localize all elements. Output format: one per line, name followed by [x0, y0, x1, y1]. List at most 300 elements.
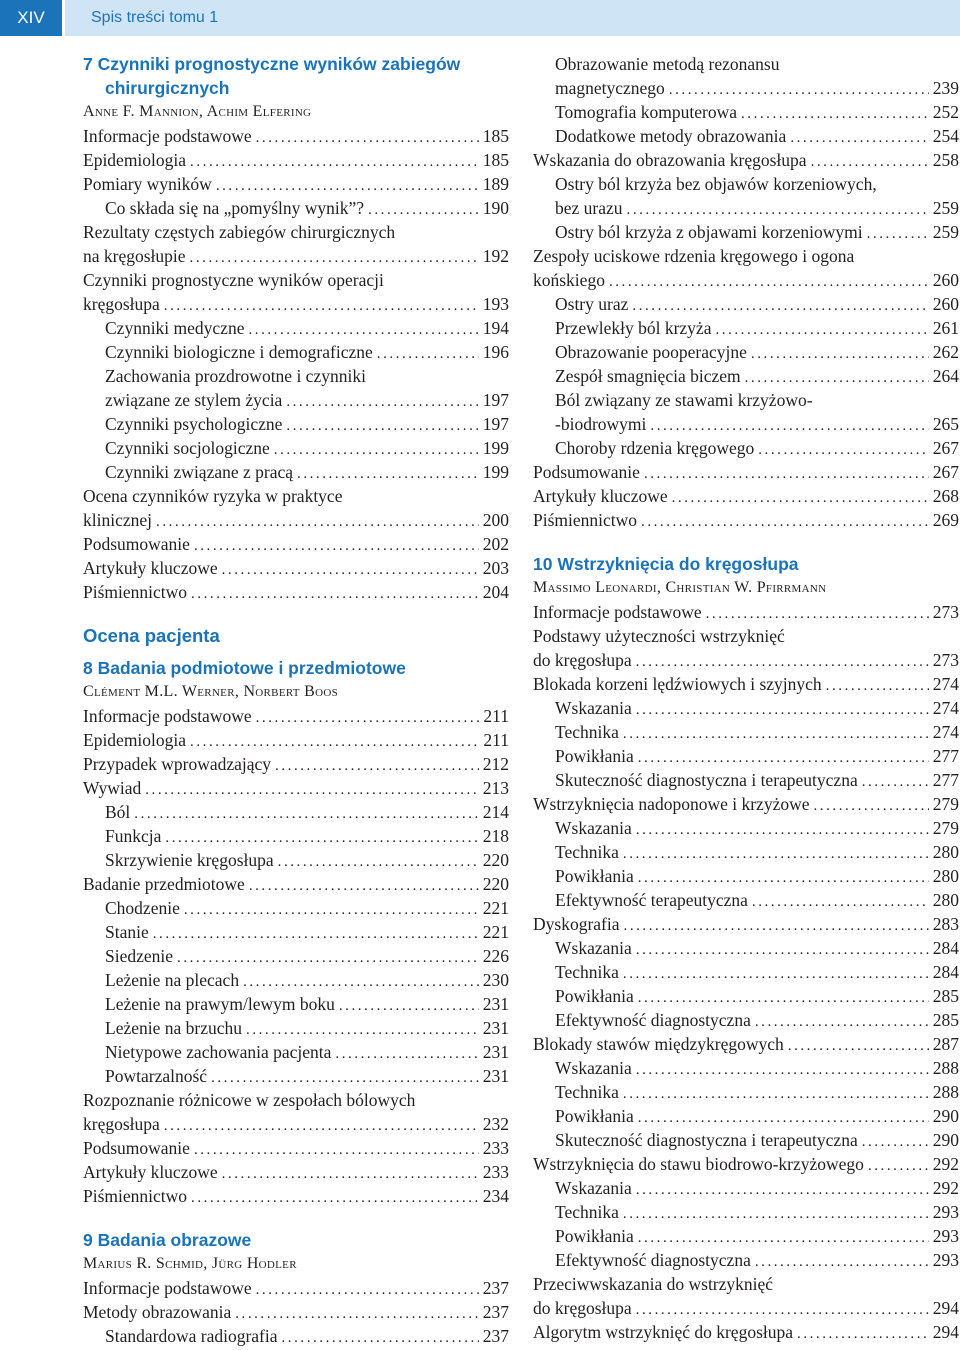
toc-entry-title: Wskazania [555, 698, 632, 718]
toc-entry-title: Efektywność terapeutyczna [555, 890, 748, 910]
toc-entry-page: 199 [482, 462, 509, 482]
toc-entry-title: Badanie przedmiotowe [83, 874, 245, 894]
toc-entry-title: Algorytm wstrzyknięć do kręgosłupa [533, 1322, 794, 1342]
toc-entry-title: Efektywność diagnostyczna [555, 1250, 751, 1270]
toc-entry-title: Zachowania prozdrowotne i czynniki [105, 366, 366, 386]
toc-entry-page: 260 [932, 270, 959, 290]
toc-entry-title: Informacje podstawowe [83, 706, 252, 726]
toc-entry [533, 244, 959, 268]
toc-entry [533, 720, 959, 744]
toc-entry-title: Artykuły kluczowe [533, 486, 668, 506]
toc-entry [533, 960, 959, 984]
toc-entry [83, 704, 509, 728]
toc-entry-page: 283 [932, 914, 959, 934]
toc-entry [533, 912, 959, 936]
toc-entry-page: 232 [482, 1114, 509, 1134]
dot-leader [191, 1186, 479, 1210]
toc-entry-title: Powikłania [555, 1106, 634, 1126]
toc-column-left [83, 52, 509, 1348]
toc-entry-page: 259 [932, 198, 959, 218]
chapter-8-authors: Clément M.L. Werner, Norbert Boos [83, 683, 339, 700]
toc-entry-page: 237 [482, 1278, 509, 1298]
toc-entry-title: Efektywność diagnostyczna [555, 1010, 751, 1030]
toc-entry-page: 193 [482, 294, 509, 314]
toc-entry [83, 580, 509, 604]
toc-entry-title: Informacje podstawowe [83, 1278, 252, 1298]
toc-entry-title: Powtarzalność [105, 1066, 208, 1086]
chapter-10-authors: Massimo Leonardi, Christian W. Pfirrmann [533, 579, 827, 596]
toc-entry-page: 197 [482, 390, 509, 410]
toc-entry [83, 220, 509, 244]
toc-entry-page: 231 [482, 994, 509, 1014]
dot-leader [191, 582, 479, 606]
toc-entry-page: 277 [932, 746, 959, 766]
toc-entry-title: Wskazania do obrazowania kręgosłupa [533, 150, 807, 170]
running-header [65, 0, 960, 36]
dot-leader [641, 510, 929, 534]
dot-leader [145, 778, 479, 802]
dot-leader [286, 414, 478, 438]
toc-entry [533, 1152, 959, 1176]
toc-entry [533, 792, 959, 816]
dot-leader [638, 1106, 929, 1130]
toc-entry-page: 231 [482, 1066, 509, 1086]
toc-entry-page: 293 [932, 1250, 959, 1270]
toc-entry-page: 262 [932, 342, 959, 362]
toc-entry [533, 744, 959, 768]
toc-entry [83, 460, 509, 484]
dot-leader [638, 1226, 929, 1250]
dot-leader [623, 722, 929, 746]
dot-leader [826, 674, 929, 698]
toc-entry [83, 944, 509, 968]
dot-leader [862, 1130, 929, 1154]
dot-leader [644, 462, 929, 486]
toc-entry-title: Technika [555, 962, 619, 982]
toc-entry [83, 340, 509, 364]
toc-entry-title: Informacje podstawowe [83, 126, 252, 146]
chapter-9-entries [83, 1276, 509, 1348]
chapter-9-entries-continued [533, 52, 959, 532]
toc-entry-title: Podsumowanie [533, 462, 640, 482]
toc-entry-page: 260 [932, 294, 959, 314]
toc-entry-page: 274 [932, 722, 959, 742]
dot-leader [368, 198, 479, 222]
toc-entry-title: Skrzywienie kręgosłupa [105, 850, 274, 870]
toc-entry-title: związane ze stylem życia [105, 390, 283, 410]
toc-entry [533, 1104, 959, 1128]
toc-entry [533, 1176, 959, 1200]
dot-leader [623, 842, 929, 866]
dot-leader [248, 318, 478, 342]
toc-entry [83, 1064, 509, 1088]
toc-entry-page: 202 [482, 534, 509, 554]
toc-entry-title: Technika [555, 722, 619, 742]
dot-leader [811, 150, 929, 174]
toc-entry-title: Siedzenie [105, 946, 174, 966]
toc-entry-title: Wskazania [555, 938, 632, 958]
dot-leader [211, 1066, 479, 1090]
dot-leader [755, 1250, 929, 1274]
dot-leader [751, 342, 929, 366]
chapter-10-title: 10 Wstrzyknięcia do kręgosłupa [533, 554, 799, 574]
toc-entry [83, 412, 509, 436]
toc-entry [83, 316, 509, 340]
chapter-7-entries [83, 124, 509, 604]
running-header-title: Spis treści tomu 1 [91, 9, 219, 26]
toc-entry-title: Czynniki związane z pracą [105, 462, 294, 482]
toc-entry [83, 848, 509, 872]
dot-leader [275, 754, 479, 778]
dot-leader [377, 342, 479, 366]
toc-entry-title: Technika [555, 1202, 619, 1222]
toc-entry-title: Ból [105, 802, 131, 822]
toc-entry [83, 1136, 509, 1160]
toc-entry-page: 185 [482, 126, 509, 146]
toc-entry-page: 261 [932, 318, 959, 338]
toc-entry-title: Chodzenie [105, 898, 180, 918]
toc-entry [83, 992, 509, 1016]
toc-entry-page: 218 [482, 826, 509, 846]
toc-entry-page: 231 [482, 1042, 509, 1062]
dot-leader [153, 922, 479, 946]
toc-entry-title: Informacje podstawowe [533, 602, 702, 622]
toc-entry-title: Wstrzyknięcia nadoponowe i krzyżowe [533, 794, 810, 814]
toc-entry-title: Wskazania [555, 818, 632, 838]
toc-entry [533, 76, 959, 100]
toc-entry-page: 293 [932, 1202, 959, 1222]
dot-leader [282, 1326, 479, 1350]
toc-entry-title: Zespoły uciskowe rdzenia kręgowego i ogona [533, 246, 855, 266]
toc-entry [83, 364, 509, 388]
dot-leader [339, 994, 479, 1018]
toc-entry-title: na kręgosłupie [83, 246, 186, 266]
toc-entry-page: 204 [482, 582, 509, 602]
toc-entry-page: 254 [932, 126, 959, 146]
toc-entry [83, 1112, 509, 1136]
toc-entry-title: Epidemiologia [83, 730, 187, 750]
toc-entry-title: Wywiad [83, 778, 142, 798]
dot-leader [755, 1010, 929, 1034]
dot-leader [609, 270, 929, 294]
toc-entry-title: Ostry ból krzyża z objawami korzeniowymi [555, 222, 863, 242]
dot-leader [638, 986, 929, 1010]
toc-entry-page: 268 [932, 486, 959, 506]
dot-leader [249, 874, 479, 898]
chapter-7-title: 7 Czynniki prognostyczne wyników zabiegów chirurgicznych [83, 54, 461, 98]
toc-entry-title: do kręgosłupa [533, 1298, 632, 1318]
toc-entry [533, 100, 959, 124]
dot-leader [672, 486, 929, 510]
toc-entry-page: 212 [482, 754, 509, 774]
toc-entry [533, 864, 959, 888]
toc-entry [83, 1300, 509, 1324]
dot-leader [243, 970, 479, 994]
toc-entry-page: 290 [932, 1106, 959, 1126]
toc-entry-page: 259 [932, 222, 959, 242]
dot-leader [638, 866, 929, 890]
toc-entry-title: Epidemiologia [83, 150, 187, 170]
dot-leader [867, 222, 929, 246]
toc-entry [533, 292, 959, 316]
toc-entry-page: 288 [932, 1082, 959, 1102]
toc-entry-page: 274 [932, 698, 959, 718]
toc-entry-page: 284 [932, 938, 959, 958]
toc-entry-page: 287 [932, 1034, 959, 1054]
dot-leader [706, 602, 929, 626]
toc-entry [83, 484, 509, 508]
toc-entry-title: Czynniki prognostyczne wyników operacji [83, 270, 384, 290]
dot-leader [256, 126, 479, 150]
toc-entry-page: 290 [932, 1130, 959, 1150]
toc-entry [533, 672, 959, 696]
dot-leader [164, 1114, 479, 1138]
toc-entry-title: Ocena czynników ryzyka w praktyce [83, 486, 343, 506]
toc-entry-page: 273 [932, 650, 959, 670]
dot-leader [790, 126, 928, 150]
toc-entry-page: 203 [482, 558, 509, 578]
dot-leader [623, 1202, 929, 1226]
dot-leader [788, 1034, 929, 1058]
toc-entry [83, 388, 509, 412]
toc-entry-page: 267 [932, 438, 959, 458]
toc-entry-title: Zespół smagnięcia biczem [555, 366, 741, 386]
toc-entry-title: Wskazania [555, 1058, 632, 1078]
toc-entry [83, 1324, 509, 1348]
toc-entry [83, 800, 509, 824]
toc-entry-title: Choroby rdzenia kręgowego [555, 438, 755, 458]
toc-entry-title: końskiego [533, 270, 605, 290]
toc-entry [83, 776, 509, 800]
toc-entry [533, 1056, 959, 1080]
dot-leader [632, 294, 928, 318]
toc-entry-page: 211 [483, 706, 509, 726]
dot-leader [638, 746, 929, 770]
toc-entry-title: Skuteczność diagnostyczna i terapeutyczna [555, 770, 858, 790]
toc-entry [83, 968, 509, 992]
toc-entry-title: Rozpoznanie różnicowe w zespołach bólowych [83, 1090, 416, 1110]
dot-leader [636, 1178, 929, 1202]
toc-entry-page: 269 [932, 510, 959, 530]
dot-leader [156, 510, 479, 534]
toc-entry-title: Powikłania [555, 1226, 634, 1246]
toc-entry-page: 279 [932, 818, 959, 838]
toc-entry [533, 1224, 959, 1248]
toc-entry-page: 194 [482, 318, 509, 338]
dot-leader [246, 1018, 479, 1042]
toc-entry-page: 273 [932, 602, 959, 622]
toc-entry-page: 258 [932, 150, 959, 170]
toc-entry [533, 1296, 959, 1320]
toc-entry-page: 185 [482, 150, 509, 170]
toc-entry-page: 280 [932, 866, 959, 886]
toc-entry-title: klinicznej [83, 510, 153, 530]
dot-leader [636, 650, 929, 674]
toc-entry-title: Ostry uraz [555, 294, 629, 314]
toc-entry-page: 226 [482, 946, 509, 966]
dot-leader [741, 102, 929, 126]
toc-entry-page: 239 [932, 78, 959, 98]
toc-entry-title: Wstrzyknięcia do stawu biodrowo-krzyżowego [533, 1154, 864, 1174]
toc-entry-title: Standardowa radiografia [105, 1326, 278, 1346]
toc-entry-page: 221 [482, 898, 509, 918]
toc-entry [533, 460, 959, 484]
dot-leader [297, 462, 479, 486]
toc-entry-page: 280 [932, 842, 959, 862]
dot-leader [814, 794, 929, 818]
toc-entry [83, 556, 509, 580]
dot-leader [650, 414, 928, 438]
dot-leader [752, 890, 929, 914]
dot-leader [715, 318, 928, 342]
toc-entry-title: Artykuły kluczowe [83, 1162, 218, 1182]
toc-entry [83, 920, 509, 944]
dot-leader [636, 938, 929, 962]
toc-entry-page: 294 [932, 1322, 959, 1342]
toc-entry-page: 199 [482, 438, 509, 458]
dot-leader [222, 558, 479, 582]
dot-leader [636, 698, 929, 722]
dot-leader [669, 78, 929, 102]
dot-leader [797, 1322, 929, 1346]
toc-entry-title: Nietypowe zachowania pacjenta [105, 1042, 332, 1062]
toc-entry [533, 316, 959, 340]
toc-entry-title: Leżenie na prawym/lewym boku [105, 994, 335, 1014]
toc-entry-page: 233 [482, 1138, 509, 1158]
dot-leader [286, 390, 478, 414]
toc-entry [533, 600, 959, 624]
toc-entry [533, 388, 959, 412]
toc-entry-title: Przewlekły ból krzyża [555, 318, 712, 338]
toc-entry [83, 1016, 509, 1040]
toc-entry [533, 1032, 959, 1056]
toc-entry-title: Czynniki socjologiczne [105, 438, 270, 458]
toc-entry [533, 148, 959, 172]
toc-entry-title: Stanie [105, 922, 149, 942]
toc-entry-page: 214 [482, 802, 509, 822]
toc-entry-page: 252 [932, 102, 959, 122]
toc-entry-page: 294 [932, 1298, 959, 1318]
toc-entry-title: bez urazu [555, 198, 623, 218]
toc-entry [533, 984, 959, 1008]
dot-leader [335, 1042, 478, 1066]
dot-leader [164, 294, 479, 318]
toc-entry [533, 624, 959, 648]
toc-entry-title: Blokada korzeni lędźwiowych i szyjnych [533, 674, 822, 694]
toc-entry [83, 1184, 509, 1208]
toc-entry [533, 888, 959, 912]
toc-entry [83, 1088, 509, 1112]
toc-entry [83, 896, 509, 920]
dot-leader [624, 914, 929, 938]
toc-entry-title: Leżenie na brzuchu [105, 1018, 243, 1038]
toc-entry-page: 189 [482, 174, 509, 194]
toc-entry [533, 768, 959, 792]
toc-entry [83, 196, 509, 220]
toc-entry [533, 936, 959, 960]
toc-entry-title: magnetycznego [555, 78, 665, 98]
chapter-7-authors: Anne F. Mannion, Achim Elfering [83, 103, 312, 120]
toc-entry [533, 340, 959, 364]
toc-entry [533, 196, 959, 220]
toc-entry-title: Czynniki psychologiczne [105, 414, 283, 434]
toc-entry [533, 1272, 959, 1296]
chapter-8-title: 8 Badania podmiotowe i przedmiotowe [83, 658, 406, 678]
dot-leader [862, 770, 929, 794]
toc-entry [83, 124, 509, 148]
toc-entry-page: 285 [932, 1010, 959, 1030]
toc-entry-title: -biodrowymi [555, 414, 647, 434]
toc-entry-title: Obrazowanie pooperacyjne [555, 342, 747, 362]
toc-entry [533, 1248, 959, 1272]
dot-leader [190, 730, 479, 754]
toc-entry-title: Podsumowanie [83, 1138, 190, 1158]
dot-leader [222, 1162, 479, 1186]
dot-leader [868, 1154, 929, 1178]
dot-leader [190, 246, 479, 270]
toc-entry [533, 816, 959, 840]
toc-entry-title: Pomiary wyników [83, 174, 212, 194]
toc-entry-page: 233 [482, 1162, 509, 1182]
toc-entry-title: Podstawy użyteczności wstrzyknięć [533, 626, 785, 646]
toc-entry-title: Co składa się na „pomyślny wynik”? [105, 198, 365, 218]
dot-leader [627, 198, 929, 222]
dot-leader [636, 818, 929, 842]
toc-entry-title: Wskazania [555, 1178, 632, 1198]
toc-column-right [533, 52, 959, 1344]
toc-entry [83, 728, 509, 752]
toc-entry [83, 268, 509, 292]
toc-entry [533, 124, 959, 148]
toc-entry [83, 292, 509, 316]
dot-leader [623, 962, 929, 986]
chapter-10-entries [533, 600, 959, 1344]
toc-entry-title: Rezultaty częstych zabiegów chirurgicznych [83, 222, 396, 242]
toc-entry [83, 172, 509, 196]
toc-entry-page: 274 [932, 674, 959, 694]
chapter-9-authors: Marius R. Schmid, Jürg Hodler [83, 1255, 297, 1272]
toc-entry-title: Artykuły kluczowe [83, 558, 218, 578]
dot-leader [134, 802, 478, 826]
page-header [0, 0, 960, 36]
dot-leader [256, 1278, 479, 1302]
toc-entry [83, 436, 509, 460]
toc-entry-page: 284 [932, 962, 959, 982]
toc-entry-title: do kręgosłupa [533, 650, 632, 670]
toc-entry [533, 696, 959, 720]
toc-entry-page: 265 [932, 414, 959, 434]
dot-leader [623, 1082, 929, 1106]
toc-entry-page: 197 [482, 414, 509, 434]
toc-entry [533, 1320, 959, 1344]
toc-entry-page: 292 [932, 1154, 959, 1174]
toc-entry-title: Dyskografia [533, 914, 620, 934]
toc-entry-title: Czynniki medyczne [105, 318, 245, 338]
toc-entry-title: Ból związany ze stawami krzyżowo- [555, 390, 813, 410]
toc-entry-page: 237 [482, 1302, 509, 1322]
toc-entry [83, 244, 509, 268]
dot-leader [194, 1138, 479, 1162]
dot-leader [194, 534, 479, 558]
toc-entry-page: 200 [482, 510, 509, 530]
toc-entry-page: 280 [932, 890, 959, 910]
toc-entry-title: kręgosłupa [83, 294, 160, 314]
toc-entry-page: 220 [482, 850, 509, 870]
toc-entry-page: 285 [932, 986, 959, 1006]
toc-entry [533, 268, 959, 292]
toc-entry [83, 872, 509, 896]
toc-entry [533, 840, 959, 864]
